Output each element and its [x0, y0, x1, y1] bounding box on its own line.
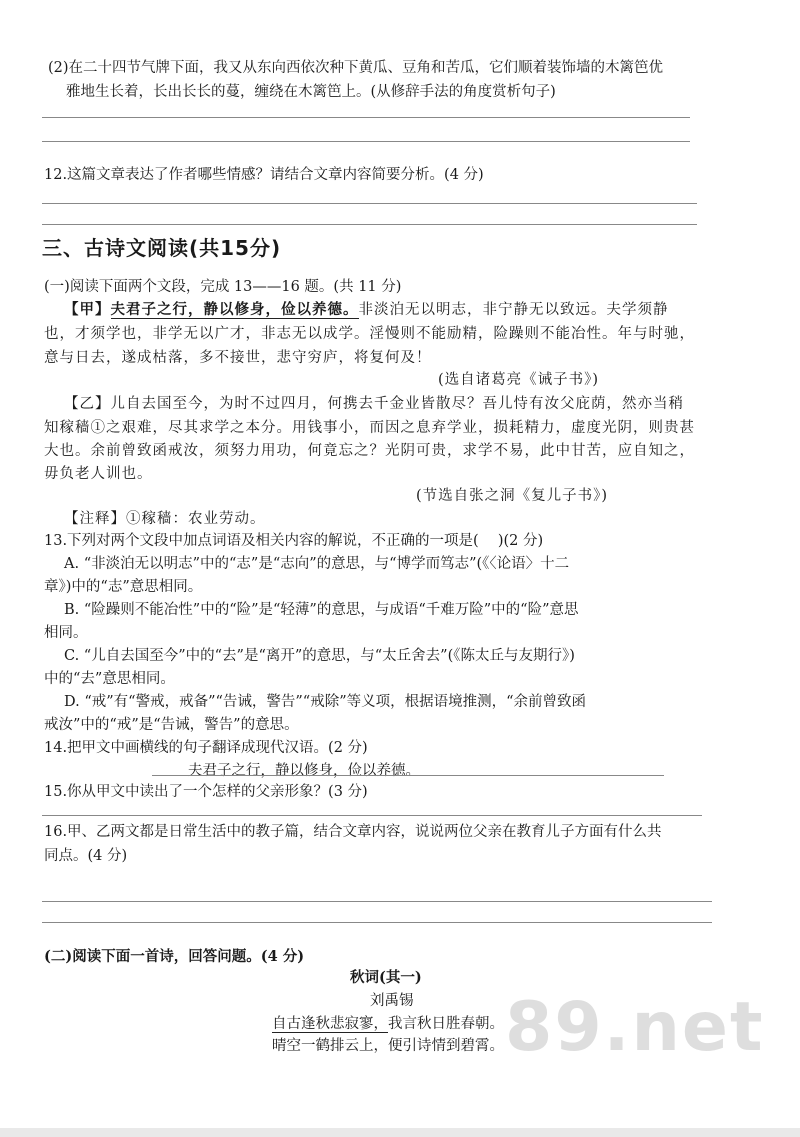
q13-option-a-line1: A. “非淡泊无以明志”中的“志”是“志向”的意思，与“博学而笃志”(《〈论语〉十二 — [64, 556, 570, 572]
jia-line2: 也，才须学也，非学无以广才，非志无以成学。淫慢则不能励精，险躁则不能冶性。年与时驰， — [44, 326, 695, 342]
q13-option-a-line2: 章》)中的“志”意思相同。 — [44, 579, 203, 595]
part2-intro: (二)阅读下面一首诗，回答问题。(4 分) — [44, 948, 305, 965]
q14-stem: 14.把甲文中画横线的句子翻译成现代汉语。(2 分) — [44, 740, 368, 756]
poem-underlined-phrase: 自古逢秋悲寂寥， — [272, 1016, 388, 1032]
q14-sentence: 夫君子之行，静以修身，俭以养德。 — [188, 763, 420, 779]
q13-option-b-line2: 相同。 — [44, 625, 88, 641]
jia-line3: 意与日去，遂成枯落，多不接世，悲守穷庐，将复何及！ — [44, 350, 432, 366]
answer-line[interactable] — [42, 815, 702, 816]
jia-underlined-sentence: 夫君子之行，静以修身，俭以养德。 — [110, 301, 359, 318]
q13-option-d-line1: D. “戒”有“警戒，戒备”“告诫，警告”“戒除”等义项，根据语境推测，“余前曾致函 — [64, 694, 587, 710]
jia-tag: 【甲】 — [64, 301, 111, 318]
q11-2-line2: 雅地生长着，长出长长的蔓，缠绕在木篱笆上。(从修辞手法的角度赏析句子) — [66, 84, 556, 100]
yi-line1: 【乙】儿自去国至今，为时不过四月，何携去千金业皆散尽？吾儿恃有汝父庇荫，然亦当稍 — [64, 396, 684, 412]
answer-line[interactable] — [42, 203, 697, 204]
q13-option-c-line1: C. “儿自去国至今”中的“去”是“离开”的意思，与“太丘舍去”(《陈太丘与友期行》) — [64, 648, 575, 664]
answer-line[interactable] — [42, 901, 712, 902]
q13-stem: 13.下列对两个文段中加点词语及相关内容的解说，不正确的一项是( )(2 分) — [44, 533, 544, 549]
page-bottom-edge — [0, 1128, 800, 1137]
poem-line1-rest: 我言秋日胜春朝。 — [388, 1016, 504, 1032]
q11-2-line1: (2)在二十四节气牌下面，我又从东向西依次种下黄瓜、豆角和苦瓜，它们顺着装饰墙的木篱笆优 — [48, 60, 664, 76]
answer-line[interactable] — [42, 117, 690, 118]
jia-line1 — [64, 300, 669, 320]
answer-line[interactable] — [42, 141, 690, 142]
q13-option-b-line1: B. “险躁则不能冶性”中的“险”是“轻薄”的意思，与成语“千难万险”中的“险”意思 — [64, 602, 579, 618]
q16-line2: 同点。(4 分) — [44, 848, 128, 864]
poem-line1 — [272, 1014, 504, 1034]
jia-line1-rest: 非淡泊无以明志，非宁静无以致远。夫学须静 — [358, 302, 669, 318]
answer-line[interactable] — [152, 775, 664, 776]
annotation-note: 【注释】①稼穑：农业劳动。 — [64, 511, 266, 527]
section-3-title: 三、古诗文阅读(共15分) — [42, 236, 282, 260]
yi-source: (节选自张之洞《复儿子书》) — [416, 488, 609, 504]
watermark: 89.net — [505, 988, 765, 1067]
jia-source: (选自诸葛亮《诫子书》) — [438, 372, 600, 388]
yi-line3: 大也。余前曾致函戒汝，须努力用功，何竟忘之？光阴可贵，求学不易，此中甘苦，应自知之， — [44, 443, 695, 459]
q12-stem: 12.这篇文章表达了作者哪些情感？请结合文章内容简要分析。(4 分) — [44, 167, 484, 183]
poem-title: 秋词(其一) — [350, 969, 422, 986]
q16-line1: 16.甲、乙两文都是日常生活中的教子篇，结合文章内容，说说两位父亲在教育儿子方面有什么共 — [44, 824, 662, 840]
answer-line[interactable] — [42, 224, 697, 225]
poem-line2: 晴空一鹤排云上，便引诗情到碧霄。 — [272, 1038, 504, 1054]
answer-line[interactable] — [42, 922, 712, 923]
q15-stem: 15.你从甲文中读出了一个怎样的父亲形象？(3 分) — [44, 784, 368, 800]
poem-author: 刘禹锡 — [370, 993, 414, 1009]
yi-line2: 知稼穑①之艰难，尽其求学之本分。用钱事小，而因之息弃学业，损耗精力，虚度光阴，则贵甚 — [44, 420, 695, 436]
part1-intro: (一)阅读下面两个文段，完成 13——16 题。(共 11 分) — [44, 279, 402, 295]
q13-option-c-line2: 中的“去”意思相同。 — [44, 671, 175, 687]
q13-option-d-line2: 戒汝”中的“戒”是“告诫，警告”的意思。 — [44, 717, 299, 733]
yi-line4: 毋负老人训也。 — [44, 466, 153, 482]
